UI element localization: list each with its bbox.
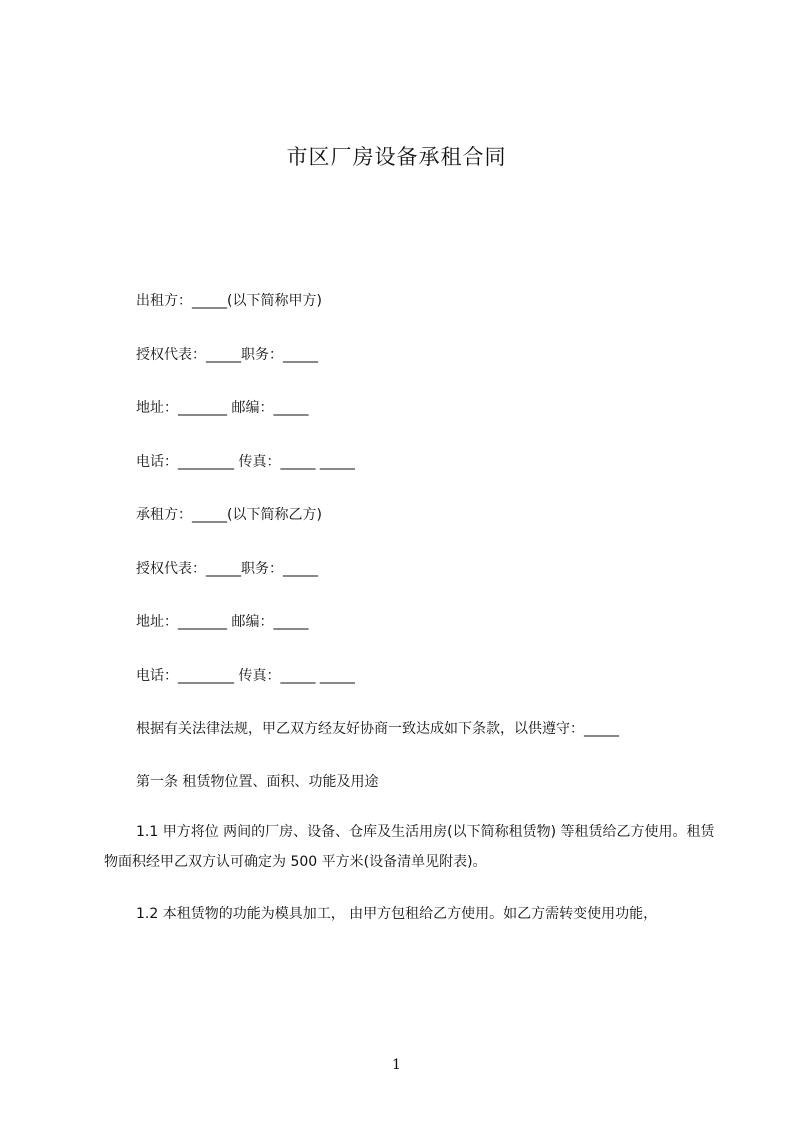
lessor-representative-line: 授权代表：_____职务：_____: [136, 347, 318, 363]
lessee-party-line: 承租方：_____(以下简称乙方): [136, 507, 322, 523]
clause-1-2: 1.2 本租赁物的功能为模具加工， 由甲方包租给乙方使用。如乙方需转变使用功能，: [136, 906, 658, 922]
lessor-address-line: 地址：_______ 邮编：_____: [136, 400, 309, 416]
clause-1-1: 1.1 甲方将位 两间的厂房、设备、仓库及生活用房(以下简称租赁物) 等租赁给乙方使用。租赁物面积经甲乙双方认可确定为 500 平方米(设备清单见附表)。: [104, 824, 715, 870]
lessee-phone-line: 电话：________ 传真：_____ _____: [136, 668, 355, 684]
article-1-heading: 第一条 租赁物位置、面积、功能及用途: [136, 774, 379, 790]
lessee-representative-line: 授权代表：_____职务：_____: [136, 561, 318, 577]
lessor-phone-line: 电话：________ 传真：_____ _____: [136, 454, 355, 470]
document-title: 市区厂房设备承租合同: [286, 145, 507, 169]
lessor-party-line: 出租方：_____(以下简称甲方): [136, 293, 322, 309]
page-number: 1: [392, 1057, 401, 1073]
lessee-address-line: 地址：_______ 邮编：_____: [136, 614, 309, 630]
preamble: 根据有关法律法规，甲乙双方经友好协商一致达成如下条款，以供遵守：_____: [136, 721, 619, 737]
